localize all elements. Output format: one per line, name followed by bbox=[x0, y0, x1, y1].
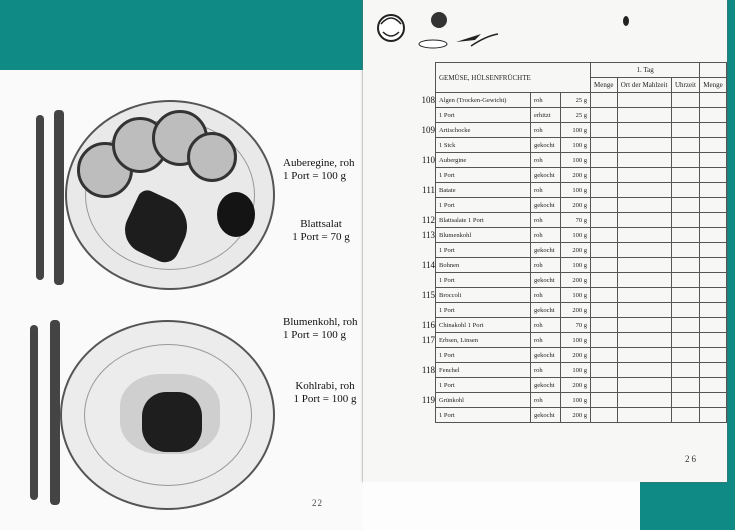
col-menge: Menge bbox=[591, 78, 618, 93]
entry-cell[interactable] bbox=[591, 183, 618, 198]
row-unit: gekocht bbox=[531, 138, 561, 153]
item-number: 112 bbox=[421, 215, 435, 225]
table-row bbox=[436, 213, 727, 228]
entry-cell[interactable] bbox=[700, 93, 727, 108]
entry-cell[interactable] bbox=[700, 123, 727, 138]
entry-cell[interactable] bbox=[700, 228, 727, 243]
row-unit: gekocht bbox=[531, 198, 561, 213]
row-name: Grünkohl bbox=[436, 393, 531, 408]
row-amount: 100 g bbox=[561, 183, 591, 198]
entry-cell[interactable] bbox=[617, 138, 671, 153]
caption-kohlrabi: Kohlrabi, roh 1 Port = 100 g bbox=[293, 380, 357, 405]
row-amount: 200 g bbox=[561, 303, 591, 318]
table-row bbox=[436, 198, 727, 213]
entry-cell[interactable] bbox=[617, 183, 671, 198]
entry-cell[interactable] bbox=[700, 168, 727, 183]
entry-cell[interactable] bbox=[591, 243, 618, 258]
item-number: 110 bbox=[421, 155, 435, 165]
caption-aubergine: Auberegine, roh 1 Port = 100 g bbox=[283, 157, 355, 182]
table-row bbox=[436, 378, 727, 393]
day-header: 1. Tag bbox=[591, 63, 700, 78]
entry-cell[interactable] bbox=[700, 378, 727, 393]
entry-cell[interactable] bbox=[617, 318, 671, 333]
knife-icon bbox=[50, 320, 60, 505]
page-bottom-strip bbox=[363, 482, 640, 530]
row-name: Aubergine bbox=[436, 153, 531, 168]
row-unit: gekocht bbox=[531, 348, 561, 363]
knife-icon bbox=[54, 110, 64, 285]
entry-cell[interactable] bbox=[591, 213, 618, 228]
row-amount: 100 g bbox=[561, 153, 591, 168]
row-unit: roh bbox=[531, 183, 561, 198]
entry-cell[interactable] bbox=[617, 273, 671, 288]
entry-cell[interactable] bbox=[671, 288, 699, 303]
item-number: 115 bbox=[421, 290, 435, 300]
fork-icon bbox=[30, 325, 38, 500]
entry-cell[interactable] bbox=[671, 198, 699, 213]
row-amount: 100 g bbox=[561, 393, 591, 408]
row-unit: roh bbox=[531, 288, 561, 303]
table-row bbox=[436, 273, 727, 288]
entry-cell[interactable] bbox=[617, 393, 671, 408]
entry-cell[interactable] bbox=[700, 138, 727, 153]
entry-cell[interactable] bbox=[591, 333, 618, 348]
row-unit: gekocht bbox=[531, 303, 561, 318]
row-unit: gekocht bbox=[531, 378, 561, 393]
table-row bbox=[436, 318, 727, 333]
left-page bbox=[0, 70, 365, 530]
entry-cell[interactable] bbox=[700, 288, 727, 303]
entry-cell[interactable] bbox=[591, 93, 618, 108]
row-amount: 70 g bbox=[561, 318, 591, 333]
entry-cell[interactable] bbox=[671, 273, 699, 288]
nutrition-table bbox=[435, 62, 727, 423]
table-row bbox=[436, 408, 727, 423]
entry-cell[interactable] bbox=[700, 348, 727, 363]
entry-cell[interactable] bbox=[700, 303, 727, 318]
entry-cell[interactable] bbox=[700, 213, 727, 228]
col-menge-2: Menge bbox=[700, 78, 727, 93]
entry-cell[interactable] bbox=[617, 348, 671, 363]
row-amount: 100 g bbox=[561, 333, 591, 348]
table-row bbox=[436, 123, 727, 138]
entry-cell[interactable] bbox=[671, 318, 699, 333]
entry-cell[interactable] bbox=[671, 108, 699, 123]
entry-cell[interactable] bbox=[700, 333, 727, 348]
entry-cell[interactable] bbox=[617, 258, 671, 273]
entry-cell[interactable] bbox=[617, 363, 671, 378]
page-number-right: 26 bbox=[685, 454, 698, 464]
row-name: Algen (Trocken-Gewicht) bbox=[436, 93, 531, 108]
item-number: 108 bbox=[421, 95, 435, 105]
entry-cell[interactable] bbox=[671, 243, 699, 258]
entry-cell[interactable] bbox=[591, 168, 618, 183]
table-row bbox=[436, 93, 727, 108]
entry-cell[interactable] bbox=[591, 153, 618, 168]
entry-cell[interactable] bbox=[591, 348, 618, 363]
row-name: 1 Port bbox=[436, 273, 531, 288]
table-row bbox=[436, 108, 727, 123]
row-name: Chinakohl 1 Port bbox=[436, 318, 531, 333]
table-row bbox=[436, 138, 727, 153]
row-unit: roh bbox=[531, 228, 561, 243]
row-unit: gekocht bbox=[531, 273, 561, 288]
table-row bbox=[436, 183, 727, 198]
row-amount: 25 g bbox=[561, 93, 591, 108]
col-uhrzeit: Uhrzeit bbox=[671, 78, 699, 93]
row-name: 1 Port bbox=[436, 348, 531, 363]
entry-cell[interactable] bbox=[671, 183, 699, 198]
entry-cell[interactable] bbox=[671, 333, 699, 348]
entry-cell[interactable] bbox=[671, 228, 699, 243]
row-name: Blattsalate 1 Port bbox=[436, 213, 531, 228]
table-row bbox=[436, 333, 727, 348]
row-name: Artischocke bbox=[436, 123, 531, 138]
entry-cell[interactable] bbox=[617, 333, 671, 348]
entry-cell[interactable] bbox=[591, 318, 618, 333]
fork-icon bbox=[36, 115, 44, 280]
teal-background-top bbox=[0, 0, 365, 70]
entry-cell[interactable] bbox=[671, 408, 699, 423]
row-name: Fenchel bbox=[436, 363, 531, 378]
entry-cell[interactable] bbox=[617, 228, 671, 243]
row-name: Broccoli bbox=[436, 288, 531, 303]
page-number-left: 22 bbox=[312, 498, 323, 508]
item-number: 119 bbox=[421, 395, 435, 405]
row-amount: 200 g bbox=[561, 168, 591, 183]
item-number: 116 bbox=[421, 320, 435, 330]
row-unit: roh bbox=[531, 333, 561, 348]
entry-cell[interactable] bbox=[591, 378, 618, 393]
plate-cauliflower-kohlrabi bbox=[60, 320, 275, 510]
entry-cell[interactable] bbox=[671, 138, 699, 153]
row-amount: 100 g bbox=[561, 288, 591, 303]
row-unit: roh bbox=[531, 213, 561, 228]
item-number: 117 bbox=[421, 335, 435, 345]
entry-cell[interactable] bbox=[700, 108, 727, 123]
entry-cell[interactable] bbox=[700, 273, 727, 288]
entry-cell[interactable] bbox=[671, 213, 699, 228]
entry-cell[interactable] bbox=[591, 363, 618, 378]
entry-cell[interactable] bbox=[591, 123, 618, 138]
table-row bbox=[436, 168, 727, 183]
entry-cell[interactable] bbox=[617, 108, 671, 123]
row-unit: roh bbox=[531, 153, 561, 168]
entry-cell[interactable] bbox=[591, 258, 618, 273]
entry-cell[interactable] bbox=[700, 198, 727, 213]
entry-cell[interactable] bbox=[700, 318, 727, 333]
row-name: Erbsen, Linsen bbox=[436, 333, 531, 348]
row-amount: 100 g bbox=[561, 123, 591, 138]
row-name: Batate bbox=[436, 183, 531, 198]
right-page bbox=[363, 0, 727, 482]
entry-cell[interactable] bbox=[617, 243, 671, 258]
row-unit: erhitzt bbox=[531, 108, 561, 123]
category-header: GEMÜSE, HÜLSENFRÜCHTE bbox=[436, 63, 591, 93]
entry-cell[interactable] bbox=[700, 153, 727, 168]
entry-cell[interactable] bbox=[617, 303, 671, 318]
table-row bbox=[436, 288, 727, 303]
entry-cell[interactable] bbox=[671, 258, 699, 273]
entry-cell[interactable] bbox=[591, 228, 618, 243]
entry-cell[interactable] bbox=[617, 153, 671, 168]
entry-cell[interactable] bbox=[671, 93, 699, 108]
item-number: 111 bbox=[422, 185, 435, 195]
table-header-row bbox=[436, 63, 727, 78]
entry-cell[interactable] bbox=[591, 408, 618, 423]
caption-blumenkohl: Blumenkohl, roh 1 Port = 100 g bbox=[283, 316, 358, 341]
row-amount: 25 g bbox=[561, 108, 591, 123]
row-unit: roh bbox=[531, 258, 561, 273]
entry-cell[interactable] bbox=[671, 363, 699, 378]
entry-cell[interactable] bbox=[700, 243, 727, 258]
item-number: 118 bbox=[421, 365, 435, 375]
table-row bbox=[436, 228, 727, 243]
entry-cell[interactable] bbox=[591, 108, 618, 123]
entry-cell[interactable] bbox=[671, 168, 699, 183]
row-unit: roh bbox=[531, 93, 561, 108]
entry-cell[interactable] bbox=[591, 273, 618, 288]
item-number: 109 bbox=[421, 125, 435, 135]
row-name: 1 Port bbox=[436, 408, 531, 423]
entry-cell[interactable] bbox=[617, 198, 671, 213]
row-name: 1 Port bbox=[436, 378, 531, 393]
entry-cell[interactable] bbox=[617, 168, 671, 183]
entry-cell[interactable] bbox=[617, 378, 671, 393]
item-number: 114 bbox=[421, 260, 435, 270]
row-name: Bohnen bbox=[436, 258, 531, 273]
row-unit: gekocht bbox=[531, 408, 561, 423]
entry-cell[interactable] bbox=[591, 198, 618, 213]
entry-cell[interactable] bbox=[591, 393, 618, 408]
row-unit: roh bbox=[531, 123, 561, 138]
entry-cell[interactable] bbox=[617, 123, 671, 138]
col-ort: Ort der Mahlzeit bbox=[617, 78, 671, 93]
teal-background-right bbox=[727, 0, 735, 480]
row-name: 1 Port bbox=[436, 198, 531, 213]
table-row bbox=[436, 363, 727, 378]
entry-cell[interactable] bbox=[700, 363, 727, 378]
entry-cell[interactable] bbox=[671, 378, 699, 393]
entry-cell[interactable] bbox=[591, 138, 618, 153]
row-unit: roh bbox=[531, 318, 561, 333]
entry-cell[interactable] bbox=[700, 393, 727, 408]
row-name: 1 Port bbox=[436, 168, 531, 183]
entry-cell[interactable] bbox=[671, 123, 699, 138]
row-amount: 100 g bbox=[561, 228, 591, 243]
row-amount: 200 g bbox=[561, 378, 591, 393]
entry-cell[interactable] bbox=[591, 288, 618, 303]
row-name: 1 Stck bbox=[436, 138, 531, 153]
next-day-cell bbox=[700, 63, 727, 78]
table-row bbox=[436, 303, 727, 318]
entry-cell[interactable] bbox=[617, 408, 671, 423]
row-name: 1 Port bbox=[436, 243, 531, 258]
table-row bbox=[436, 153, 727, 168]
row-amount: 200 g bbox=[561, 348, 591, 363]
plate-aubergine-salad bbox=[65, 100, 275, 290]
row-amount: 100 g bbox=[561, 258, 591, 273]
row-unit: roh bbox=[531, 363, 561, 378]
entry-cell[interactable] bbox=[617, 288, 671, 303]
row-name: Blumenkohl bbox=[436, 228, 531, 243]
table-row bbox=[436, 393, 727, 408]
small-decoration-icon bbox=[621, 14, 631, 32]
row-amount: 200 g bbox=[561, 273, 591, 288]
entry-cell[interactable] bbox=[671, 348, 699, 363]
row-amount: 100 g bbox=[561, 138, 591, 153]
row-amount: 200 g bbox=[561, 198, 591, 213]
item-number: 113 bbox=[421, 230, 435, 240]
entry-cell[interactable] bbox=[671, 303, 699, 318]
row-amount: 200 g bbox=[561, 243, 591, 258]
entry-cell[interactable] bbox=[591, 303, 618, 318]
table-row bbox=[436, 243, 727, 258]
entry-cell[interactable] bbox=[671, 153, 699, 168]
row-amount: 70 g bbox=[561, 213, 591, 228]
table-row bbox=[436, 348, 727, 363]
row-unit: roh bbox=[531, 393, 561, 408]
row-unit: gekocht bbox=[531, 243, 561, 258]
table-row bbox=[436, 258, 727, 273]
row-name: 1 Port bbox=[436, 108, 531, 123]
teal-background-bottom bbox=[640, 478, 735, 530]
entry-cell[interactable] bbox=[617, 213, 671, 228]
row-name: 1 Port bbox=[436, 303, 531, 318]
entry-cell[interactable] bbox=[671, 393, 699, 408]
entry-cell[interactable] bbox=[700, 258, 727, 273]
row-unit: gekocht bbox=[531, 168, 561, 183]
entry-cell[interactable] bbox=[617, 93, 671, 108]
vegetable-illustrations-icon bbox=[371, 6, 501, 52]
row-amount: 100 g bbox=[561, 363, 591, 378]
entry-cell[interactable] bbox=[700, 183, 727, 198]
row-amount: 200 g bbox=[561, 408, 591, 423]
entry-cell[interactable] bbox=[700, 408, 727, 423]
caption-blattsalat: Blattsalat 1 Port = 70 g bbox=[292, 218, 350, 243]
